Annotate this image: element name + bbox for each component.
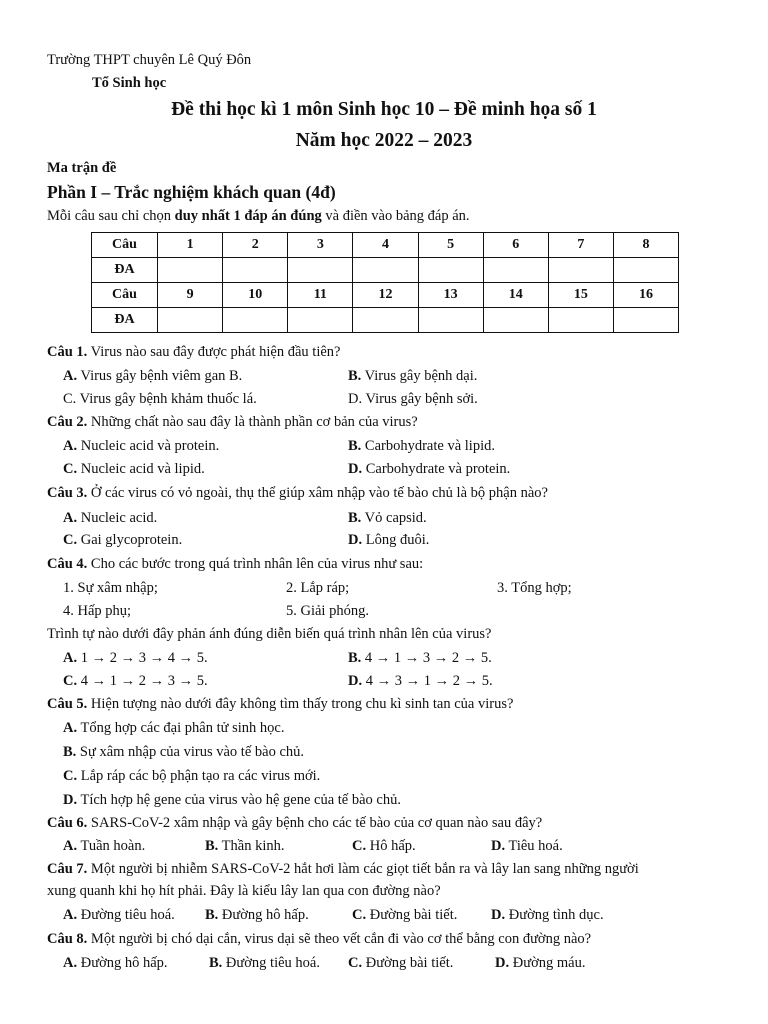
option[interactable]: A. 1 → 2 → 3 → 4 → 5. <box>63 650 208 666</box>
question-7: Câu 7. Một người bị nhiễm SARS-CoV-2 hắt hơi làm các giọt tiết bắn ra và lây lan sang những người <box>47 861 639 877</box>
step-item: 1. Sự xâm nhập; <box>63 580 158 596</box>
answer-cell[interactable] <box>353 258 418 283</box>
option[interactable]: A. Đường tiêu hoá. <box>63 907 175 923</box>
option[interactable]: A. Virus gây bệnh viêm gan B. <box>63 368 243 384</box>
answer-cell[interactable] <box>288 308 353 333</box>
answer-cell[interactable] <box>613 258 678 283</box>
row-label: Câu <box>92 233 158 258</box>
option[interactable]: B. Đường tiêu hoá. <box>209 955 320 971</box>
question-number-cell: 14 <box>483 283 548 308</box>
instruction: Mỗi câu sau chỉ chọn duy nhất 1 đáp án đúng và điền vào bảng đáp án. <box>47 208 470 224</box>
answer-cell[interactable] <box>223 258 288 283</box>
answer-cell[interactable] <box>158 258 223 283</box>
question-2: Câu 2. Những chất nào sau đây là thành phần cơ bản của virus? <box>47 414 418 430</box>
option[interactable]: B. Vỏ capsid. <box>348 510 427 526</box>
option[interactable]: A. Đường hô hấp. <box>63 955 168 971</box>
question-number-cell: 9 <box>158 283 223 308</box>
option[interactable]: A. Nucleic acid. <box>63 510 158 526</box>
question-number-cell: 12 <box>353 283 418 308</box>
question-number-cell: 2 <box>223 233 288 258</box>
option[interactable]: B. Sự xâm nhập của virus vào tế bào chủ. <box>63 744 305 760</box>
question-number-cell: 8 <box>613 233 678 258</box>
question-8: Câu 8. Một người bị chó dại cắn, virus dại sẽ theo vết cắn đi vào cơ thể bằng con đường nào? <box>47 931 592 947</box>
row-label: Câu <box>92 283 158 308</box>
matrix-label: Ma trận đề <box>47 160 117 176</box>
row-label: ĐA <box>92 258 158 283</box>
option[interactable]: C. Virus gây bệnh khảm thuốc lá. <box>63 391 257 407</box>
answer-table-row-q2 <box>92 283 679 308</box>
option[interactable]: D. Virus gây bệnh sởi. <box>348 391 478 407</box>
answer-cell[interactable] <box>548 258 613 283</box>
answer-table-row-a1 <box>92 258 679 283</box>
answer-table <box>91 232 679 333</box>
question-4-subtext: Trình tự nào dưới đây phản ánh đúng diễn biến quá trình nhân lên của virus? <box>47 626 492 642</box>
option[interactable]: D. Tiêu hoá. <box>491 838 563 854</box>
question-4: Câu 4. Cho các bước trong quá trình nhân lên của virus như sau: <box>47 556 424 572</box>
option[interactable]: A. Tuần hoàn. <box>63 838 146 854</box>
option[interactable]: B. 4 → 1 → 3 → 2 → 5. <box>348 650 492 666</box>
question-number-cell: 7 <box>548 233 613 258</box>
question-number-cell: 10 <box>223 283 288 308</box>
school-year: Năm học 2022 – 2023 <box>295 130 473 151</box>
option[interactable]: C. Hô hấp. <box>352 838 416 854</box>
step-item: 3. Tổng hợp; <box>497 580 572 596</box>
answer-table-row-a2 <box>92 308 679 333</box>
exam-title: Đề thi học kì 1 môn Sinh học 10 – Đề minh họa số 1 <box>171 99 597 120</box>
option[interactable]: C. Lắp ráp các bộ phận tạo ra các virus mới. <box>63 768 321 784</box>
question-number-cell: 11 <box>288 283 353 308</box>
step-item: 4. Hấp phụ; <box>63 603 132 619</box>
answer-cell[interactable] <box>418 308 483 333</box>
option[interactable]: D. Tích hợp hệ gene của virus vào hệ gene của tế bào chủ. <box>63 792 401 808</box>
school-name: Trường THPT chuyên Lê Quý Đôn <box>47 52 252 68</box>
option[interactable]: C. 4 → 1 → 2 → 3 → 5. <box>63 673 208 689</box>
question-1: Câu 1. Virus nào sau đây được phát hiện đầu tiên? <box>47 344 341 360</box>
question-6: Câu 6. SARS-CoV-2 xâm nhập và gây bệnh cho các tế bào của cơ quan nào sau đây? <box>47 815 543 831</box>
option[interactable]: D. Lông đuôi. <box>348 532 430 548</box>
answer-cell[interactable] <box>483 308 548 333</box>
answer-cell[interactable] <box>288 258 353 283</box>
answer-table-row-q1 <box>92 233 679 258</box>
step-item: 5. Giải phóng. <box>286 603 369 619</box>
question-number-cell: 3 <box>288 233 353 258</box>
option[interactable]: C. Đường bài tiết. <box>348 955 454 971</box>
option[interactable]: C. Đường bài tiết. <box>352 907 458 923</box>
answer-cell[interactable] <box>418 258 483 283</box>
option[interactable]: D. Carbohydrate và protein. <box>348 461 511 477</box>
answer-cell[interactable] <box>353 308 418 333</box>
option[interactable]: B. Virus gây bệnh dại. <box>348 368 478 384</box>
question-number-cell: 16 <box>613 283 678 308</box>
question-7-line2: xung quanh khi họ hít phải. Đây là kiểu lây lan qua con đường nào? <box>47 883 441 899</box>
question-number-cell: 6 <box>483 233 548 258</box>
question-number-cell: 13 <box>418 283 483 308</box>
answer-cell[interactable] <box>483 258 548 283</box>
question-number-cell: 15 <box>548 283 613 308</box>
department-name: Tổ Sinh học <box>92 75 167 91</box>
option[interactable]: C. Nucleic acid và lipid. <box>63 461 205 477</box>
option[interactable]: D. Đường tình dục. <box>491 907 604 923</box>
option[interactable]: B. Đường hô hấp. <box>205 907 309 923</box>
option[interactable]: A. Nucleic acid và protein. <box>63 438 220 454</box>
answer-cell[interactable] <box>613 308 678 333</box>
question-number-cell: 1 <box>158 233 223 258</box>
question-number-cell: 5 <box>418 233 483 258</box>
question-5: Câu 5. Hiện tượng nào dưới đây không tìm thấy trong chu kì sinh tan của virus? <box>47 696 514 712</box>
answer-cell[interactable] <box>223 308 288 333</box>
option[interactable]: B. Thần kinh. <box>205 838 285 854</box>
option[interactable]: D. Đường máu. <box>495 955 586 971</box>
option[interactable]: A. Tổng hợp các đại phân tử sinh học. <box>63 720 285 736</box>
answer-cell[interactable] <box>158 308 223 333</box>
answer-cell[interactable] <box>548 308 613 333</box>
question-3: Câu 3. Ở các virus có vỏ ngoài, thụ thể giúp xâm nhập vào tế bào chủ là bộ phận nào? <box>47 485 548 501</box>
step-item: 2. Lắp ráp; <box>286 580 350 596</box>
option[interactable]: D. 4 → 3 → 1 → 2 → 5. <box>348 673 493 689</box>
part-heading: Phần I – Trắc nghiệm khách quan (4đ) <box>47 182 336 202</box>
option[interactable]: B. Carbohydrate và lipid. <box>348 438 495 454</box>
row-label: ĐA <box>92 308 158 333</box>
question-number-cell: 4 <box>353 233 418 258</box>
option[interactable]: C. Gai glycoprotein. <box>63 532 183 548</box>
